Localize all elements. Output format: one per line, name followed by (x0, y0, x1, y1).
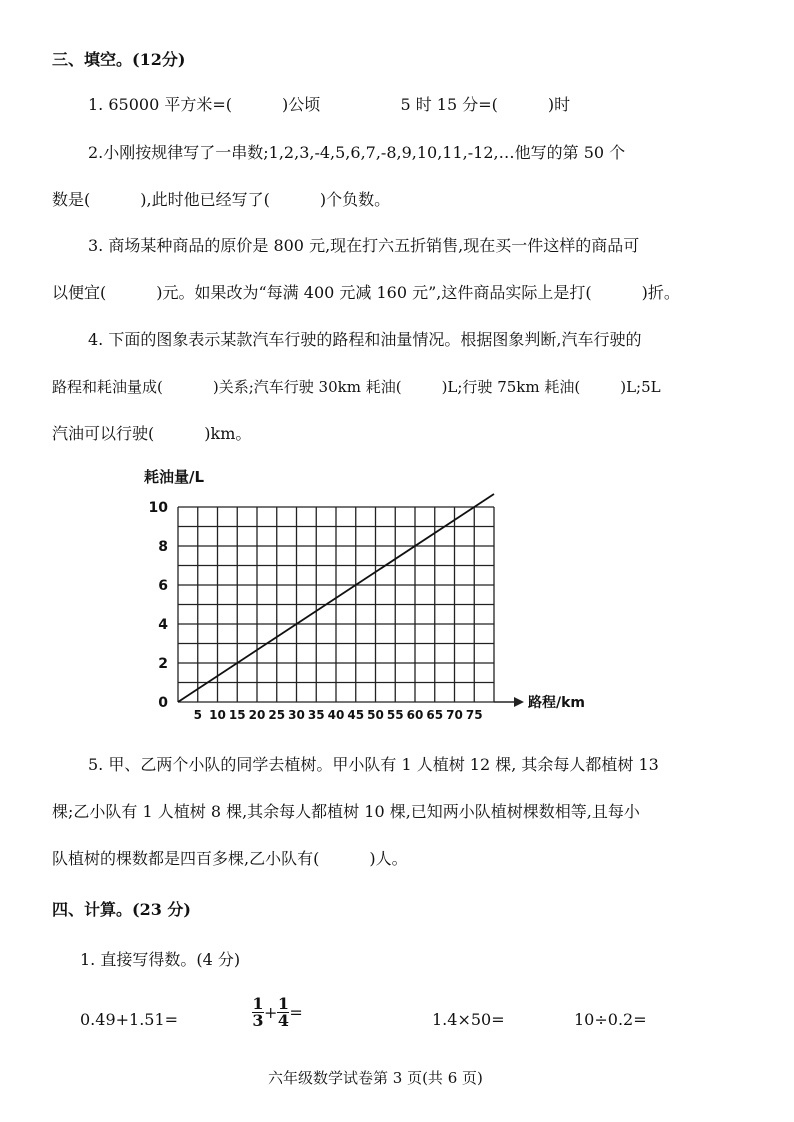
q1-text-d: )时 (547, 95, 571, 114)
frac2-num: 1 (277, 994, 289, 1013)
frac2-den: 4 (277, 1011, 289, 1030)
page-footer: 六年级数学试卷第 3 页(共 6 页) (268, 1069, 483, 1087)
question-2-line1: 2.小刚按规律写了一串数;1,2,3,-4,5,6,7,-8,9,10,11,-12,…他写的第 50 个 (88, 143, 626, 162)
q4-text-b: )关系;汽车行驶 30km 耗油( (212, 378, 402, 396)
fuel-consumption-chart (140, 462, 610, 724)
question-4-line2 (52, 377, 661, 397)
x-tick-label: 50 (367, 708, 384, 722)
calc-item-4: 10÷0.2= (574, 1010, 647, 1029)
x-tick-label: 15 (228, 708, 246, 722)
q4-text-e: 汽油可以行驶( (52, 424, 155, 443)
q4-text-a: 路程和耗油量成( (52, 378, 163, 396)
q1-number: 1. (88, 95, 104, 114)
q1-text-b: )公顷 (282, 95, 321, 114)
q1-text-a: 65000 平方米=( (108, 95, 232, 114)
section4-title: 四、计算。(23 分) (52, 900, 191, 919)
frac1-den: 3 (252, 1011, 264, 1030)
question-5-line3 (52, 849, 408, 869)
fraction-one-third (252, 996, 264, 1029)
question-1 (88, 95, 570, 115)
question-4-line1: 4. 下面的图象表示某款汽车行驶的路程和油量情况。根据图象判断,汽车行驶的 (88, 330, 642, 349)
calc-item-1: 0.49+1.51= (80, 1010, 179, 1029)
q5-text-b: )人。 (369, 849, 408, 868)
fraction-one-fourth (277, 996, 289, 1029)
y-tick-label: 4 (158, 617, 168, 633)
x-tick-label: 55 (386, 708, 404, 722)
x-axis-arrow (514, 697, 524, 707)
q2-text-a: 数是( (52, 190, 91, 209)
y-tick-label: 6 (158, 578, 168, 594)
question-3-line1: 3. 商场某种商品的原价是 800 元,现在打六五折销售,现在买一件这样的商品可 (88, 236, 640, 255)
equals-sign: = (289, 1003, 303, 1022)
y-tick-label: 2 (158, 656, 168, 672)
x-axis-label: 路程/km (528, 695, 586, 711)
q4-text-c: )L;行驶 75km 耗油( (441, 378, 581, 396)
calc-item-2 (252, 996, 303, 1029)
x-tick-label: 60 (406, 708, 424, 722)
question-2-line2 (52, 190, 390, 210)
q3-text-a: 以便宜( (52, 283, 107, 302)
x-tick-label: 70 (446, 708, 463, 722)
x-tick-label: 20 (248, 708, 266, 722)
q1-text-c: 5 时 15 分=( (400, 95, 498, 114)
y-tick-label: 10 (148, 500, 168, 516)
q2-text-c: )个负数。 (319, 190, 391, 209)
plus-sign: + (264, 1003, 278, 1022)
calc-item-3: 1.4×50= (432, 1010, 505, 1029)
question-5-line2: 棵;乙小队有 1 人植树 8 棵,其余每人都植树 10 棵,已知两小队植树棵数相等,且每小 (52, 802, 640, 821)
x-tick-label: 40 (327, 708, 345, 722)
q2-text-b: ),此时他已经写了( (140, 190, 270, 209)
x-tick-label: 25 (268, 708, 286, 722)
section4-sub1: 1. 直接写得数。(4 分) (80, 950, 241, 969)
section3-title: 三、填空。(12分) (52, 50, 186, 69)
x-tick-label: 30 (288, 708, 305, 722)
x-tick-label: 75 (465, 708, 483, 722)
y-axis-label: 耗油量/L (144, 468, 205, 486)
q4-text-d: )L;5L (620, 378, 661, 396)
question-5-line1: 5. 甲、乙两个小队的同学去植树。甲小队有 1 人植树 12 棵, 其余每人都植树 13 (88, 755, 659, 774)
x-tick-label: 35 (307, 708, 325, 722)
y-tick-label: 0 (158, 695, 168, 711)
frac1-num: 1 (252, 994, 264, 1013)
q5-text-a: 队植树的棵数都是四百多棵,乙小队有( (52, 849, 320, 868)
y-tick-label: 8 (158, 539, 168, 555)
x-tick-label: 5 (193, 708, 202, 722)
x-tick-label: 10 (209, 708, 226, 722)
x-tick-label: 65 (426, 708, 444, 722)
question-4-line3 (52, 424, 251, 444)
q3-text-b: )元。如果改为“每满 400 元减 160 元”,这件商品实际上是打( (156, 283, 592, 302)
q4-text-f: )km。 (204, 424, 252, 443)
x-tick-label: 45 (347, 708, 365, 722)
question-3-line2 (52, 283, 680, 303)
q3-text-c: )折。 (641, 283, 680, 302)
